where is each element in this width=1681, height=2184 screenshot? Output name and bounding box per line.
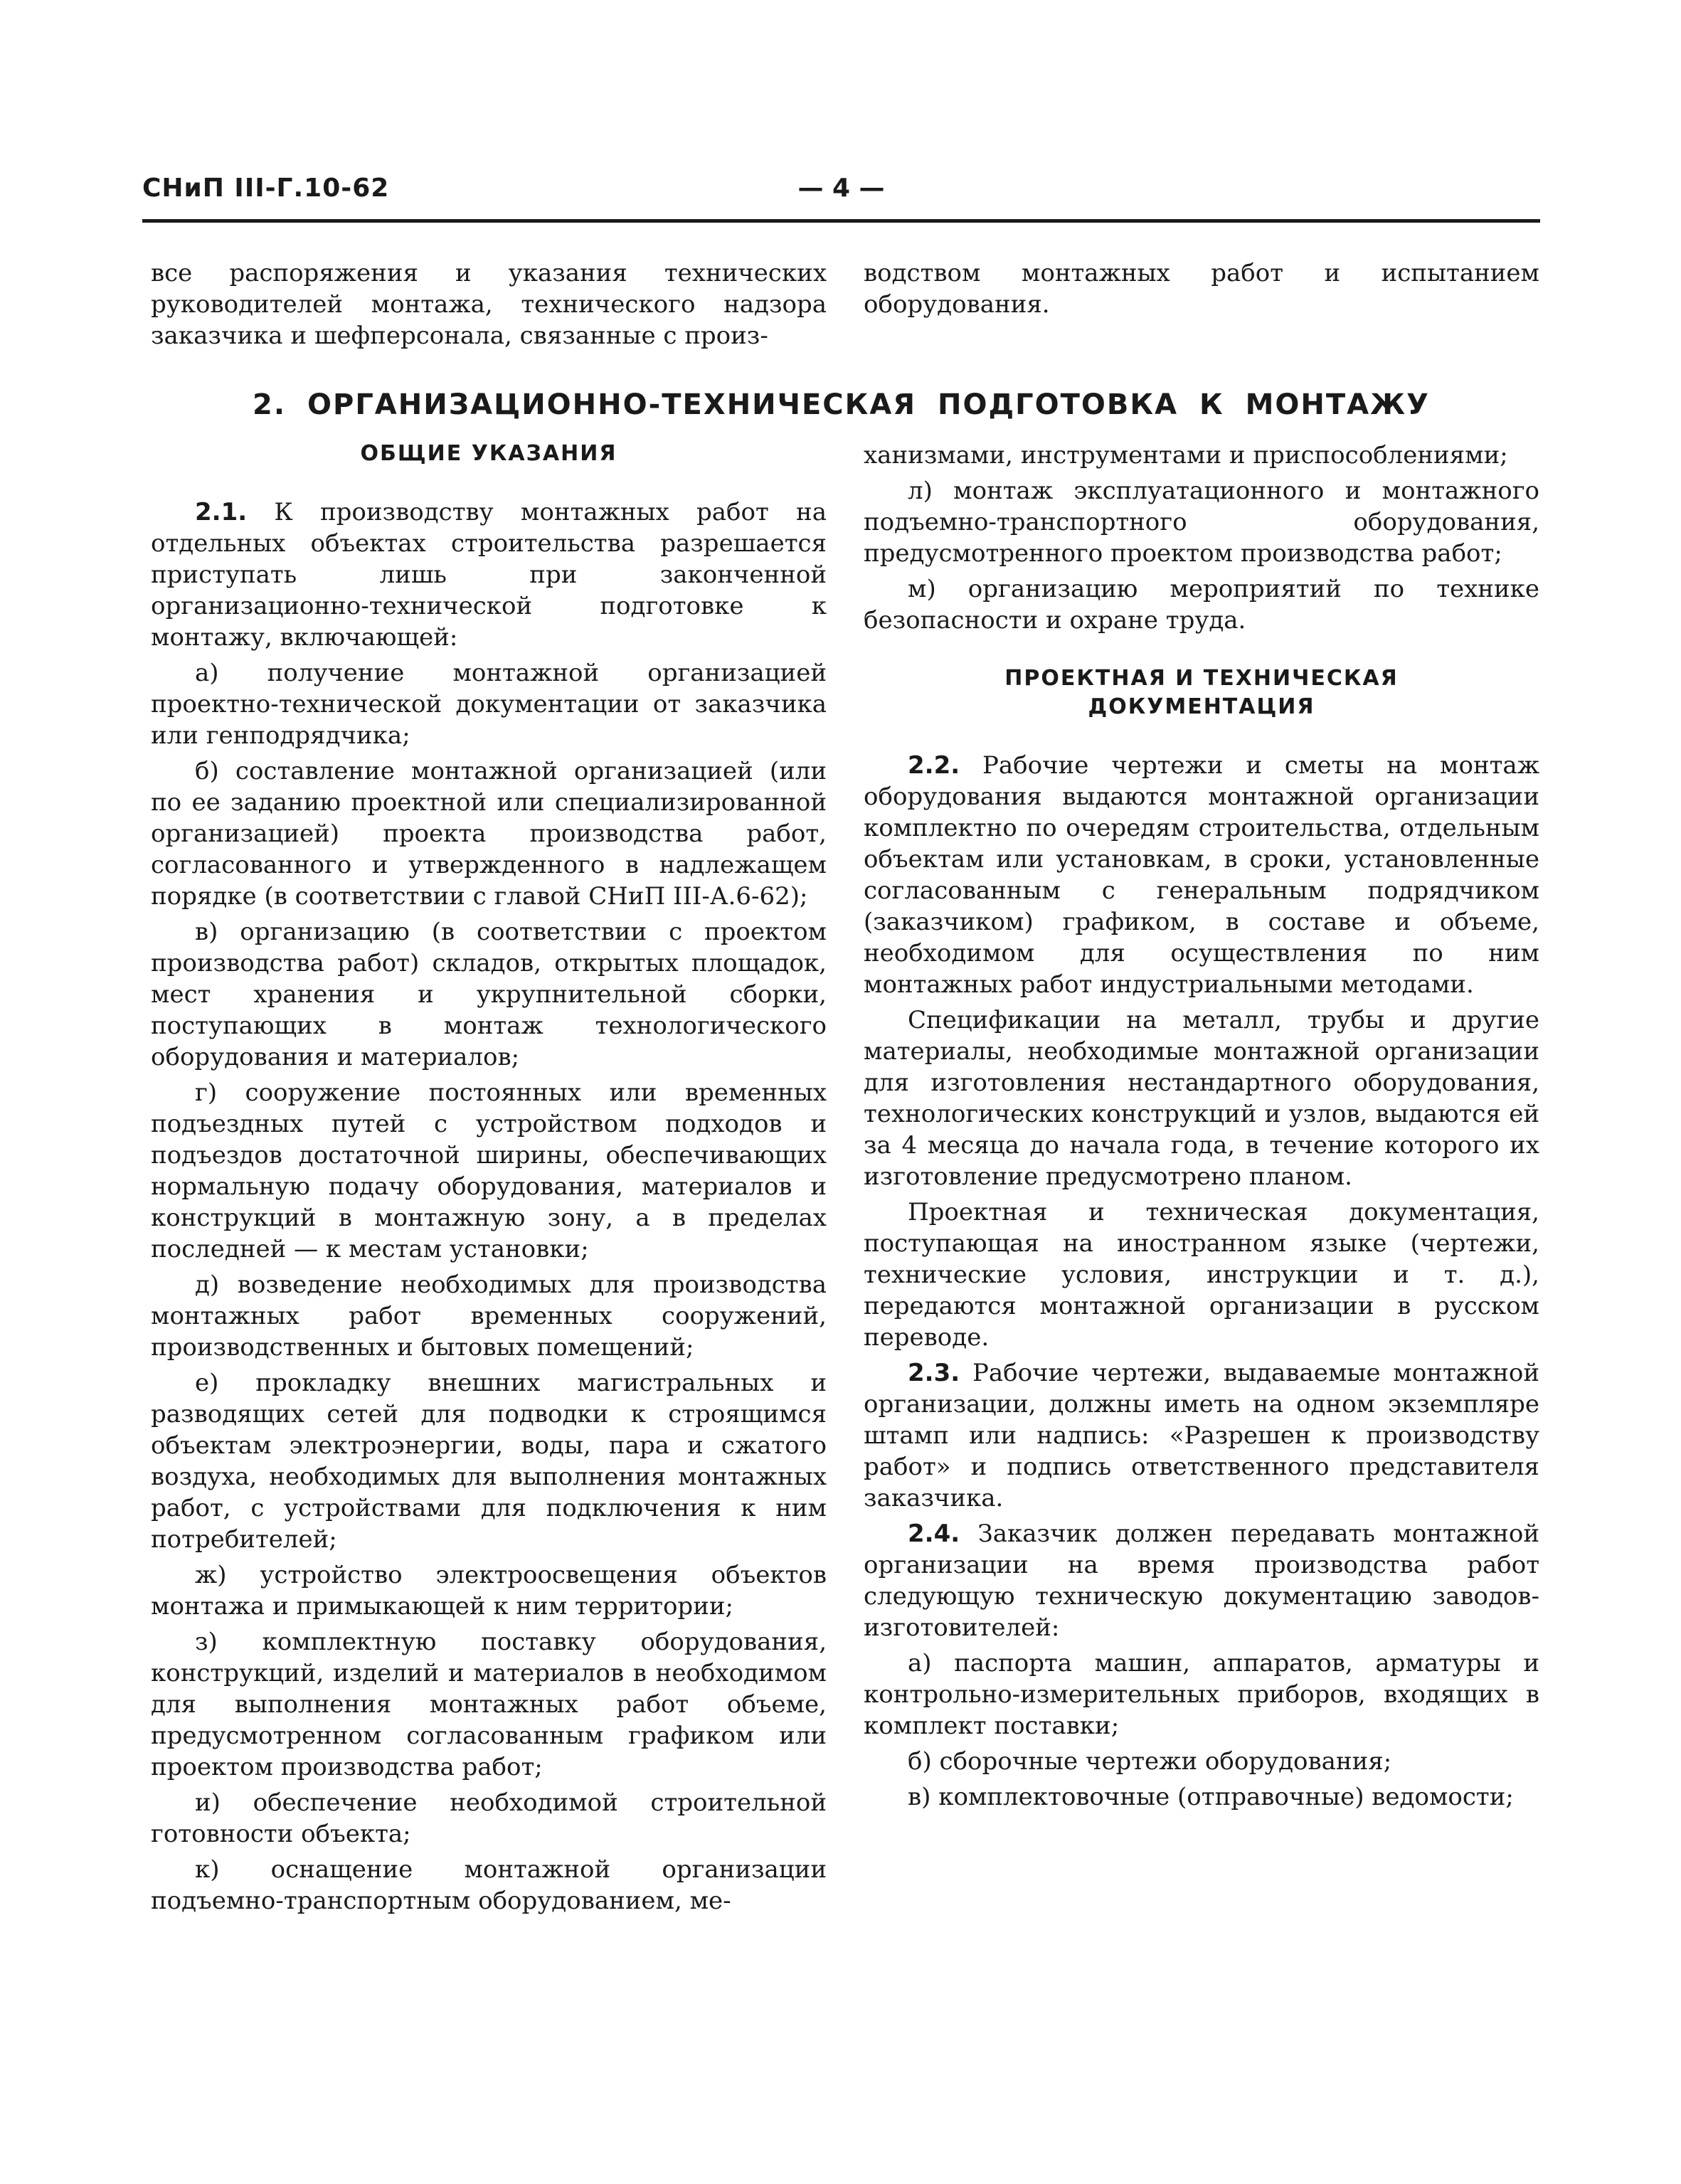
paragraph-specifications: Спецификации на металл, трубы и другие материалы, необходимые монтажной организации для изготовления нестандартного оборудования, технологических конструкций и узлов, выдаются ей за 4 месяца до начала года, в течение которого их изготовление предусмотрено планом. (864, 1006, 1539, 1191)
continued-text: ханизмами, инструментами и приспособлениями; (864, 441, 1508, 470)
list-item: ж) устройство электроосвещения объектов монтажа и примыкающей к ним территории; (151, 1561, 827, 1621)
documentation-heading-line1: ПРОЕКТНАЯ И ТЕХНИЧЕСКАЯ (1004, 666, 1399, 691)
list-item: а) получение монтажной организацией проектно-технической документации от заказчика или генподрядчика; (151, 659, 827, 750)
list-item: к) оснащение монтажной организации подъемно-транспортным оборудованием, ме- (151, 1855, 827, 1915)
clause-text: Рабочие чертежи и сметы на монтаж оборудования выдаются монтажной организации комплектно по очередям строительства, отдельным объектам или установкам, в сроки, установленные согласованным с генеральным подрядчиком (заказчиком) графиком, в составе и объеме, необходимом для осуществления по ним монтажных работ индустриальными методами. (864, 751, 1539, 999)
left-column (151, 440, 827, 1921)
list-item: в) комплектовочные (отправочные) ведомости; (908, 1783, 1514, 1811)
top-right-text (864, 258, 1539, 324)
top-left-paragraph: все распоряжения и указания технических руководителей монтажа, технического надзора заказчика и шефперсонала, связанные с произ- (151, 259, 827, 350)
documentation-heading-line2: ДОКУМЕНТАЦИЯ (1088, 694, 1315, 719)
list-item: л) монтаж эксплуатационного и монтажного подъемно-транспортного оборудования, предусмотренного проектом производства работ; (864, 477, 1539, 568)
paragraph-2-2 (864, 750, 1539, 1000)
paragraph-2-1 (151, 497, 827, 653)
clause-number: 2.4. (908, 1520, 960, 1548)
page-number: — 4 — (797, 174, 885, 203)
paragraph-foreign-docs: Проектная и техническая документация, поступающая на иностранном языке (чертежи, технические условия, инструкции и т. д.), передаются монтажной организации в русском переводе. (864, 1198, 1539, 1352)
list-item: е) прокладку внешних магистральных и разводящих сетей для подводки к строящимся объектам электроэнергии, воды, пара и сжатого воздуха, необходимых для выполнения монтажных работ, с устройствами для подключения к ним потребителей; (151, 1369, 827, 1554)
list-item: и) обеспечение необходимой строительной готовности объекта; (151, 1788, 827, 1848)
paragraph-2-3 (864, 1357, 1539, 1514)
clause-number: 2.2. (908, 751, 960, 780)
list-item: м) организацию мероприятий по технике безопасности и охране труда. (864, 575, 1539, 635)
documentation-heading (864, 664, 1539, 721)
top-right-paragraph: водством монтажных работ и испытанием оборудования. (864, 259, 1539, 319)
document-code: СНиП III-Г.10-62 (142, 174, 390, 203)
list-item: з) комплектную поставку оборудования, конструкций, изделий и материалов в необходимом для выполнения монтажных работ объеме, предусмотренном согласованным графиком или проектом производства работ; (151, 1628, 827, 1781)
clause-number: 2.3. (908, 1359, 960, 1387)
list-item: г) сооружение постоянных или временных подъездных путей с устройством подходов и подъездов достаточной ширины, обеспечивающих нормальную подачу оборудования, материалов и конструкций в монтажную зону, а в пределах последней — к местам установки; (151, 1078, 827, 1263)
top-left-text (151, 258, 827, 356)
clause-number: 2.1. (195, 498, 248, 526)
right-column (864, 440, 1539, 1817)
list-item: а) паспорта машин, аппаратов, арматуры и контрольно-измерительных приборов, входящих в комплект поставки; (864, 1649, 1539, 1740)
list-item: д) возведение необходимых для производства монтажных работ временных сооружений, производственных и бытовых помещений; (151, 1271, 827, 1362)
list-item: в) организацию (в соответствии с проектом производства работ) складов, открытых площадок, мест хранения и укрупнительной сборки, поступающих в монтаж технологического оборудования и материалов; (151, 918, 827, 1071)
paragraph-2-4 (864, 1518, 1539, 1643)
clause-text: Рабочие чертежи, выдаваемые монтажной организации, должны иметь на одном экземпляре штамп или надпись: «Разрешен к производству работ» и подпись ответственного представителя заказчика. (864, 1359, 1540, 1512)
section-title: 2. ОРГАНИЗАЦИОННО-ТЕХНИЧЕСКАЯ ПОДГОТОВКА К МОНТАЖУ (253, 388, 1430, 421)
clause-text: Заказчик должен передавать монтажной организации на время производства работ следующую техническую документацию заводов-изготовителей: (864, 1520, 1539, 1642)
page-header (142, 174, 1540, 216)
header-rule (142, 219, 1540, 223)
general-heading: ОБЩИЕ УКАЗАНИЯ (360, 441, 617, 466)
clause-text: К производству монтажных работ на отдельных объектах строительства разрешается приступать лишь при законченной организационно-технической подготовке к монтажу, включающей: (151, 498, 827, 652)
list-item: б) составление монтажной организацией (или по ее заданию проектной или специализированной организацией) проекта производства работ, согласованного и утвержденного в надлежащем порядке (в соответствии с главой СНиП III-А.6-62); (151, 757, 827, 911)
list-item: б) сборочные чертежи оборудования; (908, 1747, 1392, 1776)
